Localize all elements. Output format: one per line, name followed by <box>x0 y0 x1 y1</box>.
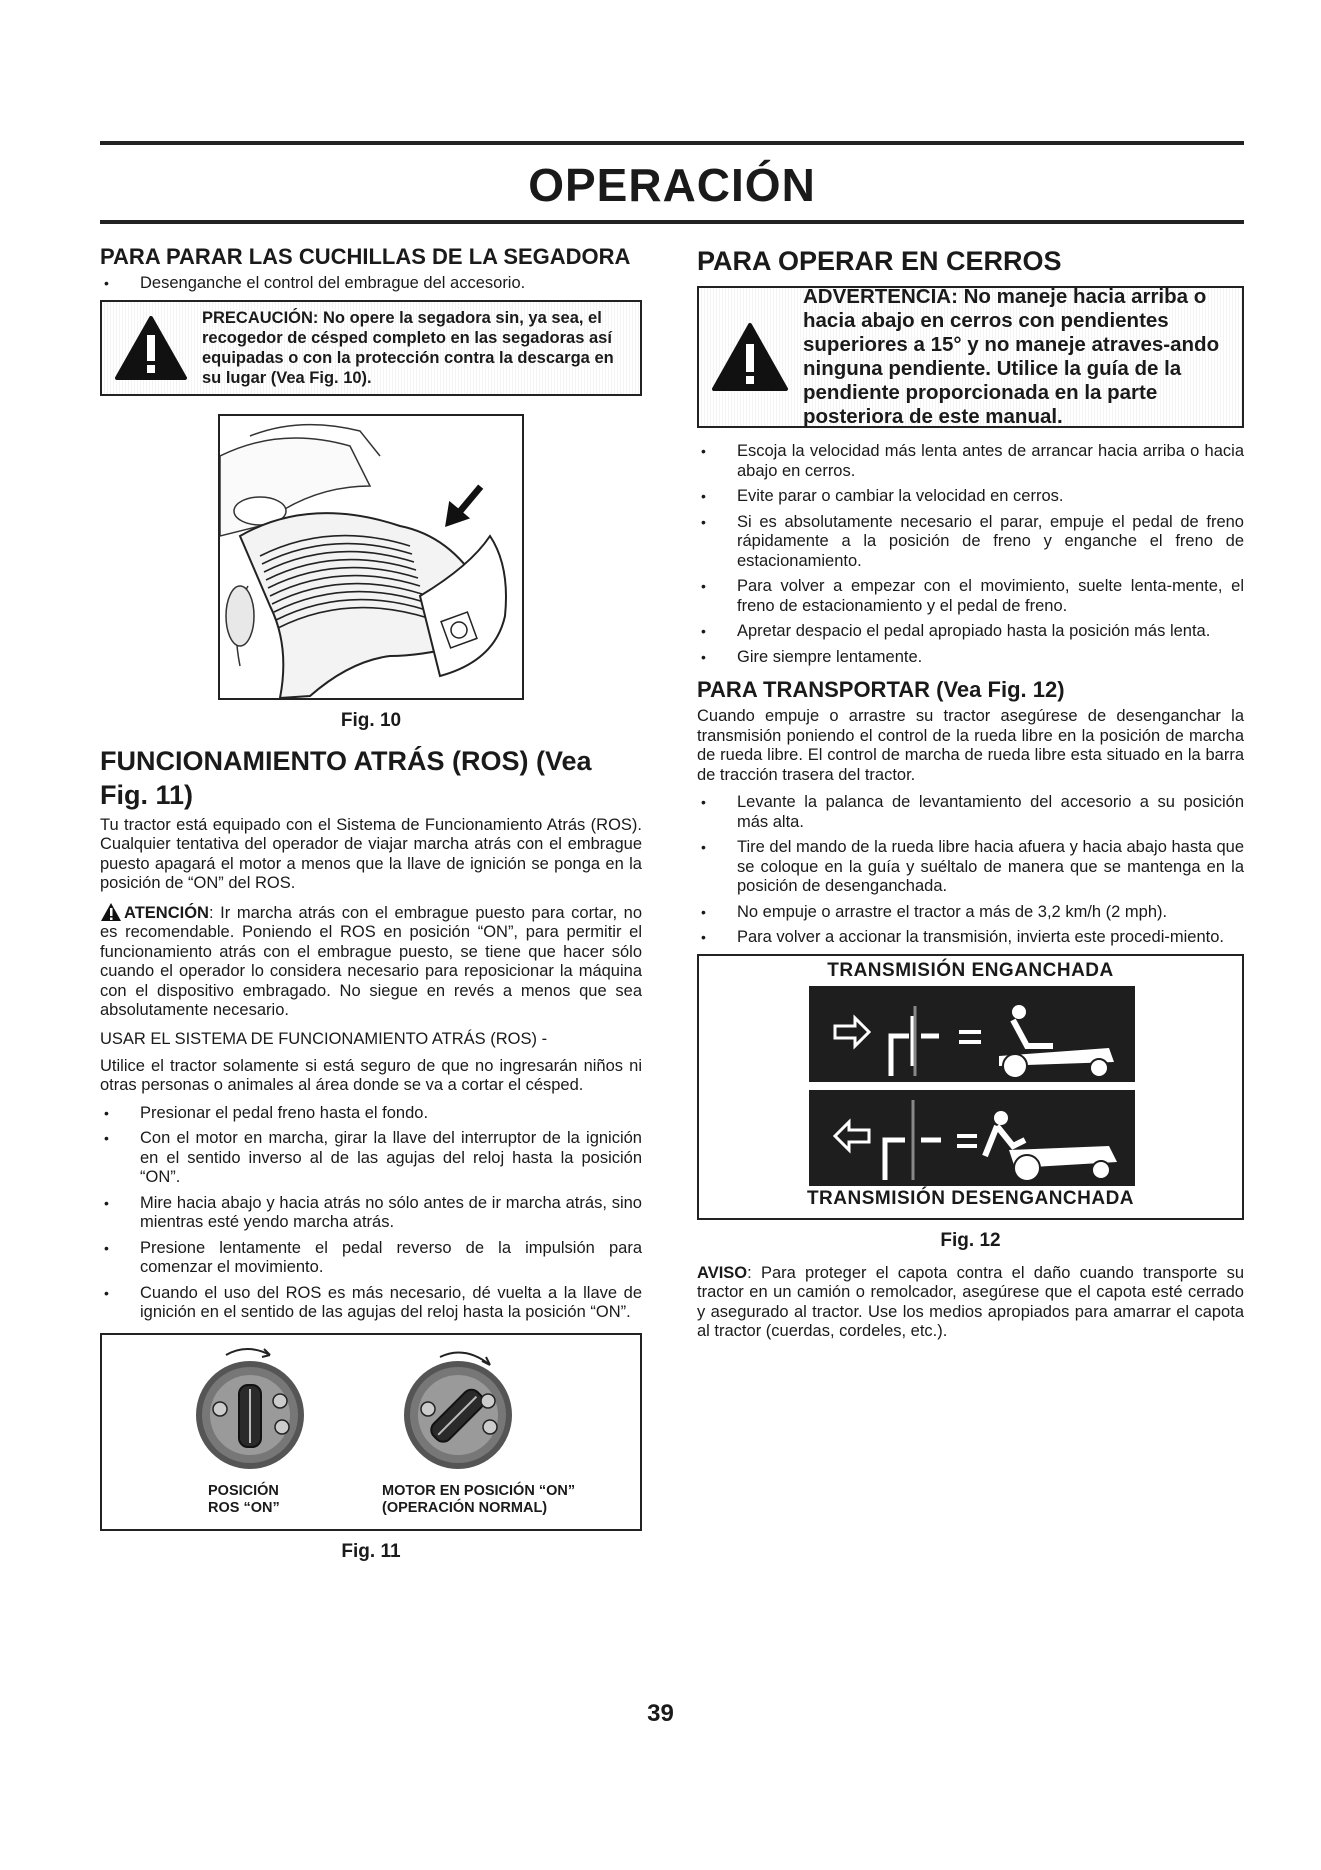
warning-triangle-icon <box>100 902 122 922</box>
hills-heading: PARA OPERAR EN CERROS <box>697 246 1062 276</box>
figure-10 <box>218 414 524 700</box>
list-item: • Presione lentamente el pedal reverso de la impulsión para comenzar el movimiento. <box>100 1239 642 1278</box>
caution-box <box>100 300 642 396</box>
list-item: • Gire siempre lentamente. <box>697 648 1244 668</box>
list-item: • Levante la palanca de levantamiento del accesorio a su posición más alta. <box>697 793 1244 832</box>
ros-intro: Tu tractor está equipado con el Sistema de Funcionamiento Atrás (ROS). Cualquier tentativa del operador de viajar marcha atrás con el embrague puesto apagará el motor a menos que la llave de ignición se ponga en la posición de “ON” del ROS. <box>100 815 642 892</box>
motor-on-label: MOTOR EN POSICIÓN “ON” (OPERACIÓN NORMAL) <box>382 1482 576 1516</box>
transport-notice <box>697 1264 1244 1342</box>
ignition-dial-ros-icon <box>192 1343 312 1473</box>
warning-triangle-icon <box>114 315 188 381</box>
list-item: • Escoja la velocidad más lenta antes de arrancar hacia arriba o hacia abajo en cerros. <box>697 442 1244 481</box>
list-item: • Mire hacia abajo y hacia atrás no sólo antes de ir marcha atrás, sino mientras esté yendo marcha atrás. <box>100 1194 642 1233</box>
figure-12-caption: Fig. 12 <box>940 1229 1001 1251</box>
right-column <box>697 244 1244 1350</box>
transport-intro: Cuando empuje o arrastre su tractor asegúrese de desenganchar la transmisión poniendo el control de la rueda libre en la posición de marcha de rueda libre. El control de marcha de rueda libre esta situado en la barra de tracción trasera del tractor. <box>697 707 1244 784</box>
figure-11-caption: Fig. 11 <box>341 1540 401 1562</box>
ros-attention <box>100 902 642 1021</box>
list-item: • Desenganche el control del embrague del accesorio. <box>100 274 642 294</box>
mower-discharge-illustration <box>220 416 522 698</box>
list-item: • Cuando el uso del ROS es más necesario, dé vuelta a la llave de ignición en el sentido de las agujas del reloj hasta la posición “ON”. <box>100 1284 642 1323</box>
transport-heading: PARA TRANSPORTAR (Vea Fig. 12) <box>697 677 1065 702</box>
ignition-dial-on-icon <box>400 1343 520 1473</box>
list-item: • No empuje o arrastre el tractor a más de 3,2 km/h (2 mph). <box>697 903 1244 923</box>
hills-list <box>697 442 1244 667</box>
figure-11 <box>100 1333 642 1531</box>
list-item: • Si es absolutamente necesario el parar, empuje el pedal de freno rápidamente a la posición de freno y enganche el freno de estacionamiento. <box>697 513 1244 572</box>
page-number: 39 <box>647 1700 674 1727</box>
notice-label: AVISO <box>697 1263 748 1282</box>
left-column <box>100 244 642 1575</box>
ros-use-intro: Utilice el tractor solamente si está seguro de que no ingresarán niños ni otras personas o animales al área donde se va a cortar el césped. <box>100 1056 642 1094</box>
transmission-engaged-icon <box>809 986 1135 1082</box>
header-top-rule <box>100 141 1244 145</box>
figure-10-caption: Fig. 10 <box>340 709 402 731</box>
list-item: • Presionar el pedal freno hasta el fondo. <box>100 1104 642 1124</box>
list-item: • Para volver a accionar la transmisión, invierta este procedi-miento. <box>697 928 1244 948</box>
header-bottom-rule <box>100 220 1244 224</box>
stop-blades-heading: PARA PARAR LAS CUCHILLAS DE LA SEGADORA <box>100 244 631 269</box>
transport-list <box>697 793 1244 948</box>
page-title: OPERACIÓN <box>528 159 816 211</box>
warning-text: ADVERTENCIA: No maneje hacia arriba o hacia abajo en cerros con pendientes superiores a 15° y no maneje atraves-ando ninguna pendiente. Utilice la guía de la pendiente proporcionada en la parte posteriora de este manual. <box>803 285 1220 428</box>
ros-position-label: POSICIÓN ROS “ON” <box>208 1482 280 1516</box>
ros-heading: FUNCIONAMIENTO ATRÁS (ROS) (Vea Fig. 11) <box>100 745 592 810</box>
list-item: • Evite parar o cambiar la velocidad en cerros. <box>697 487 1244 507</box>
list-item: • Tire del mando de la rueda libre hacia afuera y hacia abajo hasta que se coloque en la guía y suéltalo de manera que se mantenga en la posición de desenganchada. <box>697 838 1244 897</box>
warning-triangle-icon <box>711 322 789 392</box>
warning-box <box>697 286 1244 428</box>
transmission-engaged-label: TRANSMISIÓN ENGANCHADA <box>827 959 1114 981</box>
ros-use-heading: USAR EL SISTEMA DE FUNCIONAMIENTO ATRÁS (ROS) - <box>100 1029 548 1048</box>
caution-text: PRECAUCIÓN: No opere la segadora sin, ya sea, el recogedor de césped completo en las segadoras así equipadas o con la protección contra la descarga en su lugar (Vea Fig. 10). <box>202 308 614 387</box>
attention-text: : Ir marcha atrás con el embrague puesto para cortar, no es recomendable. Poniendo el ROS en posición “ON”, para permitir el funcionamiento atrás con el embrague puesto, se tiene que hacer sólo cuando el operador lo considera necesario para reposicionar la máquina con el dispositivo embragado. No siegue en revés a menos que sea absolutamente necesario. <box>100 903 642 1019</box>
attention-label: ATENCIÓN <box>124 903 209 922</box>
notice-text: : Para proteger el capota contra el daño cuando transporte su tractor en un camión o remolcador, asegúrese que el capota esté cerrado y asegurado al tractor. Use los medios apropiados para amarrar el capota al tractor (cuerdas, cordeles, etc.). <box>697 1263 1244 1340</box>
ros-steps-list <box>100 1104 642 1323</box>
figure-12 <box>697 954 1244 1220</box>
transmission-disengaged-icon <box>809 1090 1135 1186</box>
transmission-disengaged-label: TRANSMISIÓN DESENGANCHADA <box>806 1187 1135 1209</box>
list-item: • Para volver a empezar con el movimiento, suelte lenta-mente, el freno de estacionamiento y el pedal de freno. <box>697 577 1244 616</box>
list-item: • Apretar despacio el pedal apropiado hasta la posición más lenta. <box>697 622 1244 642</box>
list-item: • Con el motor en marcha, girar la llave del interruptor de la ignición en el sentido inverso al de las agujas del reloj hasta la posición “ON”. <box>100 1129 642 1188</box>
stop-blades-list <box>100 274 642 294</box>
